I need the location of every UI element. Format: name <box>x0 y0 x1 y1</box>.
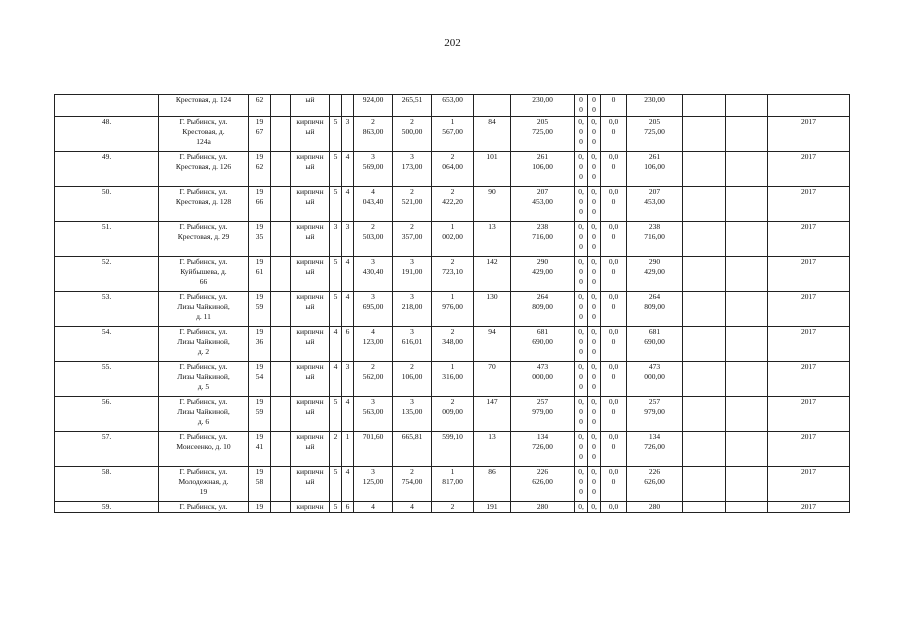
empty-cell <box>726 432 768 467</box>
empty-cell <box>271 362 291 397</box>
empty-cell <box>683 292 726 327</box>
empty-cell <box>726 222 768 257</box>
residents-cell: 84 <box>474 117 511 152</box>
floors-cell: 5 <box>330 187 342 222</box>
living-area-cell: 2 521,00 <box>393 187 432 222</box>
empty-cell <box>726 362 768 397</box>
plan-year-cell: 2017 <box>768 397 850 432</box>
build-year-cell: 19 59 <box>249 292 271 327</box>
total-area-cell: 2 562,00 <box>354 362 393 397</box>
row-number-cell: 59. <box>55 502 159 513</box>
empty-cell <box>683 502 726 513</box>
value-cell: 0, 0 0 <box>575 362 588 397</box>
floors-cell <box>330 95 342 117</box>
table-body <box>55 95 850 513</box>
empty-cell <box>271 467 291 502</box>
other-area-cell: 1 976,00 <box>432 292 474 327</box>
row-number-cell: 53. <box>55 292 159 327</box>
value-cell: 0, 0 0 <box>575 397 588 432</box>
total-area-cell: 701,60 <box>354 432 393 467</box>
other-area-cell: 653,00 <box>432 95 474 117</box>
empty-cell <box>271 222 291 257</box>
value-cell: 0,0 0 <box>601 432 627 467</box>
cost-sum-cell: 280 <box>627 502 683 513</box>
cost-sum-cell: 473 000,00 <box>627 362 683 397</box>
empty-cell <box>271 117 291 152</box>
other-area-cell: 599,10 <box>432 432 474 467</box>
residents-cell: 13 <box>474 222 511 257</box>
entrances-cell <box>342 95 354 117</box>
total-cost-cell: 681 690,00 <box>511 327 575 362</box>
total-cost-cell: 134 726,00 <box>511 432 575 467</box>
entrances-cell: 6 <box>342 502 354 513</box>
living-area-cell: 3 218,00 <box>393 292 432 327</box>
wall-material-cell: кирпичн ый <box>291 432 330 467</box>
residents-cell: 191 <box>474 502 511 513</box>
other-area-cell: 2 348,00 <box>432 327 474 362</box>
empty-cell <box>726 117 768 152</box>
value-cell: 0, 0 0 <box>575 152 588 187</box>
address-cell: Г. Рыбинск, ул. Лизы Чайкиной, д. 5 <box>159 362 249 397</box>
empty-cell <box>271 187 291 222</box>
table-row <box>55 292 850 327</box>
entrances-cell: 6 <box>342 327 354 362</box>
value-cell: 0, 0 0 <box>588 397 601 432</box>
residents-cell <box>474 95 511 117</box>
plan-year-cell: 2017 <box>768 187 850 222</box>
empty-cell <box>683 327 726 362</box>
build-year-cell: 19 67 <box>249 117 271 152</box>
address-cell: Г. Рыбинск, ул. Молодежная, д. 19 <box>159 467 249 502</box>
floors-cell: 4 <box>330 362 342 397</box>
table-row <box>55 152 850 187</box>
wall-material-cell: кирпичн ый <box>291 152 330 187</box>
total-area-cell: 3 563,00 <box>354 397 393 432</box>
wall-material-cell: кирпичн ый <box>291 187 330 222</box>
living-area-cell: 2 754,00 <box>393 467 432 502</box>
wall-material-cell: кирпичн ый <box>291 327 330 362</box>
empty-cell <box>271 292 291 327</box>
total-cost-cell: 473 000,00 <box>511 362 575 397</box>
empty-cell <box>271 502 291 513</box>
wall-material-cell: кирпичн ый <box>291 222 330 257</box>
total-area-cell: 4 123,00 <box>354 327 393 362</box>
row-number-cell: 54. <box>55 327 159 362</box>
plan-year-cell <box>768 95 850 117</box>
wall-material-cell: кирпичн ый <box>291 397 330 432</box>
empty-cell <box>726 502 768 513</box>
value-cell: 0, 0 0 <box>575 222 588 257</box>
value-cell: 0,0 0 <box>601 327 627 362</box>
plan-year-cell: 2017 <box>768 152 850 187</box>
value-cell: 0,0 <box>601 502 627 513</box>
total-area-cell: 3 695,00 <box>354 292 393 327</box>
wall-material-cell: кирпичн ый <box>291 467 330 502</box>
empty-cell <box>726 292 768 327</box>
address-cell: Г. Рыбинск, ул. Лизы Чайкиной, д. 11 <box>159 292 249 327</box>
residents-cell: 90 <box>474 187 511 222</box>
floors-cell: 5 <box>330 502 342 513</box>
living-area-cell: 2 357,00 <box>393 222 432 257</box>
wall-material-cell: кирпичн ый <box>291 362 330 397</box>
other-area-cell: 1 567,00 <box>432 117 474 152</box>
total-area-cell: 3 430,40 <box>354 257 393 292</box>
wall-material-cell: кирпичн ый <box>291 292 330 327</box>
entrances-cell: 1 <box>342 432 354 467</box>
total-cost-cell: 207 453,00 <box>511 187 575 222</box>
plan-year-cell: 2017 <box>768 502 850 513</box>
value-cell: 0,0 0 <box>601 467 627 502</box>
living-area-cell: 4 <box>393 502 432 513</box>
row-number-cell: 57. <box>55 432 159 467</box>
entrances-cell: 3 <box>342 117 354 152</box>
total-cost-cell: 226 626,00 <box>511 467 575 502</box>
value-cell: 0, 0 0 <box>588 257 601 292</box>
address-cell: Г. Рыбинск, ул. Крестовая, д. 128 <box>159 187 249 222</box>
table-row <box>55 95 850 117</box>
plan-year-cell: 2017 <box>768 362 850 397</box>
plan-year-cell: 2017 <box>768 432 850 467</box>
value-cell: 0, 0 0 <box>588 187 601 222</box>
value-cell: 0, 0 0 <box>575 257 588 292</box>
empty-cell <box>271 257 291 292</box>
table-row <box>55 362 850 397</box>
row-number-cell <box>55 95 159 117</box>
entrances-cell: 4 <box>342 152 354 187</box>
living-area-cell: 3 616,01 <box>393 327 432 362</box>
address-cell: Г. Рыбинск, ул. Крестовая, д. 124а <box>159 117 249 152</box>
floors-cell: 5 <box>330 397 342 432</box>
address-cell: Г. Рыбинск, ул. <box>159 502 249 513</box>
table-row <box>55 502 850 513</box>
build-year-cell: 19 58 <box>249 467 271 502</box>
wall-material-cell: кирпичн <box>291 502 330 513</box>
empty-cell <box>726 257 768 292</box>
empty-cell <box>683 152 726 187</box>
floors-cell: 5 <box>330 467 342 502</box>
floors-cell: 3 <box>330 222 342 257</box>
residents-cell: 70 <box>474 362 511 397</box>
value-cell: 0, <box>575 502 588 513</box>
housing-registry-table <box>54 94 850 513</box>
cost-sum-cell: 230,00 <box>627 95 683 117</box>
value-cell: 0, 0 0 <box>575 327 588 362</box>
residents-cell: 94 <box>474 327 511 362</box>
plan-year-cell: 2017 <box>768 467 850 502</box>
value-cell: 0, 0 0 <box>588 152 601 187</box>
empty-cell <box>726 95 768 117</box>
cost-sum-cell: 134 726,00 <box>627 432 683 467</box>
living-area-cell: 665,81 <box>393 432 432 467</box>
empty-cell <box>726 467 768 502</box>
empty-cell <box>726 187 768 222</box>
build-year-cell: 19 54 <box>249 362 271 397</box>
other-area-cell: 2 422,20 <box>432 187 474 222</box>
value-cell: 0, 0 0 <box>575 292 588 327</box>
address-cell: Г. Рыбинск, ул. Крестовая, д. 29 <box>159 222 249 257</box>
total-cost-cell: 264 809,00 <box>511 292 575 327</box>
living-area-cell: 2 500,00 <box>393 117 432 152</box>
plan-year-cell: 2017 <box>768 222 850 257</box>
cost-sum-cell: 257 979,00 <box>627 397 683 432</box>
floors-cell: 5 <box>330 152 342 187</box>
empty-cell <box>726 152 768 187</box>
empty-cell <box>683 95 726 117</box>
build-year-cell: 19 59 <box>249 397 271 432</box>
total-area-cell: 2 863,00 <box>354 117 393 152</box>
table-row <box>55 187 850 222</box>
value-cell: 0, 0 0 <box>588 222 601 257</box>
wall-material-cell: кирпичн ый <box>291 257 330 292</box>
row-number-cell: 56. <box>55 397 159 432</box>
entrances-cell: 3 <box>342 222 354 257</box>
living-area-cell: 265,51 <box>393 95 432 117</box>
entrances-cell: 4 <box>342 397 354 432</box>
living-area-cell: 3 135,00 <box>393 397 432 432</box>
address-cell: Г. Рыбинск, ул. Лизы Чайкиной, д. 2 <box>159 327 249 362</box>
wall-material-cell: ый <box>291 95 330 117</box>
empty-cell <box>683 117 726 152</box>
total-cost-cell: 257 979,00 <box>511 397 575 432</box>
other-area-cell: 1 817,00 <box>432 467 474 502</box>
floors-cell: 5 <box>330 292 342 327</box>
empty-cell <box>726 327 768 362</box>
value-cell: 0, 0 0 <box>575 467 588 502</box>
build-year-cell: 19 62 <box>249 152 271 187</box>
total-area-cell: 2 503,00 <box>354 222 393 257</box>
other-area-cell: 2 <box>432 502 474 513</box>
total-area-cell: 4 043,40 <box>354 187 393 222</box>
value-cell: 0, 0 0 <box>588 432 601 467</box>
floors-cell: 2 <box>330 432 342 467</box>
other-area-cell: 2 064,00 <box>432 152 474 187</box>
empty-cell <box>683 362 726 397</box>
value-cell: 0,0 0 <box>601 397 627 432</box>
build-year-cell: 62 <box>249 95 271 117</box>
cost-sum-cell: 226 626,00 <box>627 467 683 502</box>
cost-sum-cell: 207 453,00 <box>627 187 683 222</box>
total-cost-cell: 280 <box>511 502 575 513</box>
address-cell: Г. Рыбинск, ул. Лизы Чайкиной, д. 6 <box>159 397 249 432</box>
address-cell: Г. Рыбинск, ул. Крестовая, д. 126 <box>159 152 249 187</box>
table-row <box>55 432 850 467</box>
empty-cell <box>271 432 291 467</box>
value-cell: 0, 0 0 <box>588 292 601 327</box>
empty-cell <box>726 397 768 432</box>
total-cost-cell: 205 725,00 <box>511 117 575 152</box>
value-cell: 0 <box>601 95 627 117</box>
empty-cell <box>271 152 291 187</box>
build-year-cell: 19 <box>249 502 271 513</box>
floors-cell: 4 <box>330 327 342 362</box>
other-area-cell: 1 316,00 <box>432 362 474 397</box>
build-year-cell: 19 66 <box>249 187 271 222</box>
value-cell: 0, 0 0 <box>588 467 601 502</box>
residents-cell: 13 <box>474 432 511 467</box>
row-number-cell: 52. <box>55 257 159 292</box>
value-cell: 0,0 0 <box>601 222 627 257</box>
value-cell: 0 0 <box>588 95 601 117</box>
empty-cell <box>683 397 726 432</box>
table-row <box>55 222 850 257</box>
total-area-cell: 924,00 <box>354 95 393 117</box>
cost-sum-cell: 290 429,00 <box>627 257 683 292</box>
row-number-cell: 48. <box>55 117 159 152</box>
address-cell: Г. Рыбинск, ул. Моисеенко, д. 10 <box>159 432 249 467</box>
value-cell: 0,0 0 <box>601 152 627 187</box>
cost-sum-cell: 205 725,00 <box>627 117 683 152</box>
empty-cell <box>271 327 291 362</box>
row-number-cell: 50. <box>55 187 159 222</box>
entrances-cell: 4 <box>342 187 354 222</box>
table-row <box>55 397 850 432</box>
residents-cell: 147 <box>474 397 511 432</box>
total-cost-cell: 230,00 <box>511 95 575 117</box>
address-cell: Г. Рыбинск, ул. Куйбышева, д. 66 <box>159 257 249 292</box>
value-cell: 0, 0 0 <box>575 432 588 467</box>
plan-year-cell: 2017 <box>768 257 850 292</box>
floors-cell: 5 <box>330 257 342 292</box>
value-cell: 0, 0 0 <box>588 117 601 152</box>
address-cell: Крестовая, д. 124 <box>159 95 249 117</box>
entrances-cell: 4 <box>342 292 354 327</box>
total-area-cell: 3 125,00 <box>354 467 393 502</box>
page-number: 202 <box>444 37 461 49</box>
row-number-cell: 58. <box>55 467 159 502</box>
cost-sum-cell: 238 716,00 <box>627 222 683 257</box>
total-cost-cell: 261 106,00 <box>511 152 575 187</box>
total-cost-cell: 290 429,00 <box>511 257 575 292</box>
cost-sum-cell: 261 106,00 <box>627 152 683 187</box>
build-year-cell: 19 35 <box>249 222 271 257</box>
living-area-cell: 2 106,00 <box>393 362 432 397</box>
table-row <box>55 467 850 502</box>
empty-cell <box>683 222 726 257</box>
empty-cell <box>683 257 726 292</box>
plan-year-cell: 2017 <box>768 292 850 327</box>
value-cell: 0,0 0 <box>601 257 627 292</box>
row-number-cell: 49. <box>55 152 159 187</box>
empty-cell <box>271 397 291 432</box>
other-area-cell: 2 009,00 <box>432 397 474 432</box>
table-row <box>55 117 850 152</box>
value-cell: 0 0 <box>575 95 588 117</box>
row-number-cell: 51. <box>55 222 159 257</box>
build-year-cell: 19 36 <box>249 327 271 362</box>
table-row <box>55 257 850 292</box>
cost-sum-cell: 681 690,00 <box>627 327 683 362</box>
value-cell: 0, 0 0 <box>588 327 601 362</box>
build-year-cell: 19 41 <box>249 432 271 467</box>
value-cell: 0,0 0 <box>601 187 627 222</box>
build-year-cell: 19 61 <box>249 257 271 292</box>
value-cell: 0, <box>588 502 601 513</box>
value-cell: 0, 0 0 <box>575 187 588 222</box>
empty-cell <box>683 467 726 502</box>
wall-material-cell: кирпичн ый <box>291 117 330 152</box>
entrances-cell: 4 <box>342 257 354 292</box>
empty-cell <box>271 95 291 117</box>
entrances-cell: 3 <box>342 362 354 397</box>
row-number-cell: 55. <box>55 362 159 397</box>
plan-year-cell: 2017 <box>768 327 850 362</box>
other-area-cell: 1 002,00 <box>432 222 474 257</box>
residents-cell: 130 <box>474 292 511 327</box>
value-cell: 0,0 0 <box>601 362 627 397</box>
residents-cell: 142 <box>474 257 511 292</box>
living-area-cell: 3 191,00 <box>393 257 432 292</box>
total-area-cell: 4 <box>354 502 393 513</box>
value-cell: 0, 0 0 <box>588 362 601 397</box>
value-cell: 0,0 0 <box>601 292 627 327</box>
plan-year-cell: 2017 <box>768 117 850 152</box>
residents-cell: 101 <box>474 152 511 187</box>
total-area-cell: 3 569,00 <box>354 152 393 187</box>
other-area-cell: 2 723,10 <box>432 257 474 292</box>
total-cost-cell: 238 716,00 <box>511 222 575 257</box>
floors-cell: 5 <box>330 117 342 152</box>
empty-cell <box>683 187 726 222</box>
living-area-cell: 3 173,00 <box>393 152 432 187</box>
value-cell: 0, 0 0 <box>575 117 588 152</box>
table-row <box>55 327 850 362</box>
residents-cell: 86 <box>474 467 511 502</box>
entrances-cell: 4 <box>342 467 354 502</box>
value-cell: 0,0 0 <box>601 117 627 152</box>
empty-cell <box>683 432 726 467</box>
cost-sum-cell: 264 809,00 <box>627 292 683 327</box>
